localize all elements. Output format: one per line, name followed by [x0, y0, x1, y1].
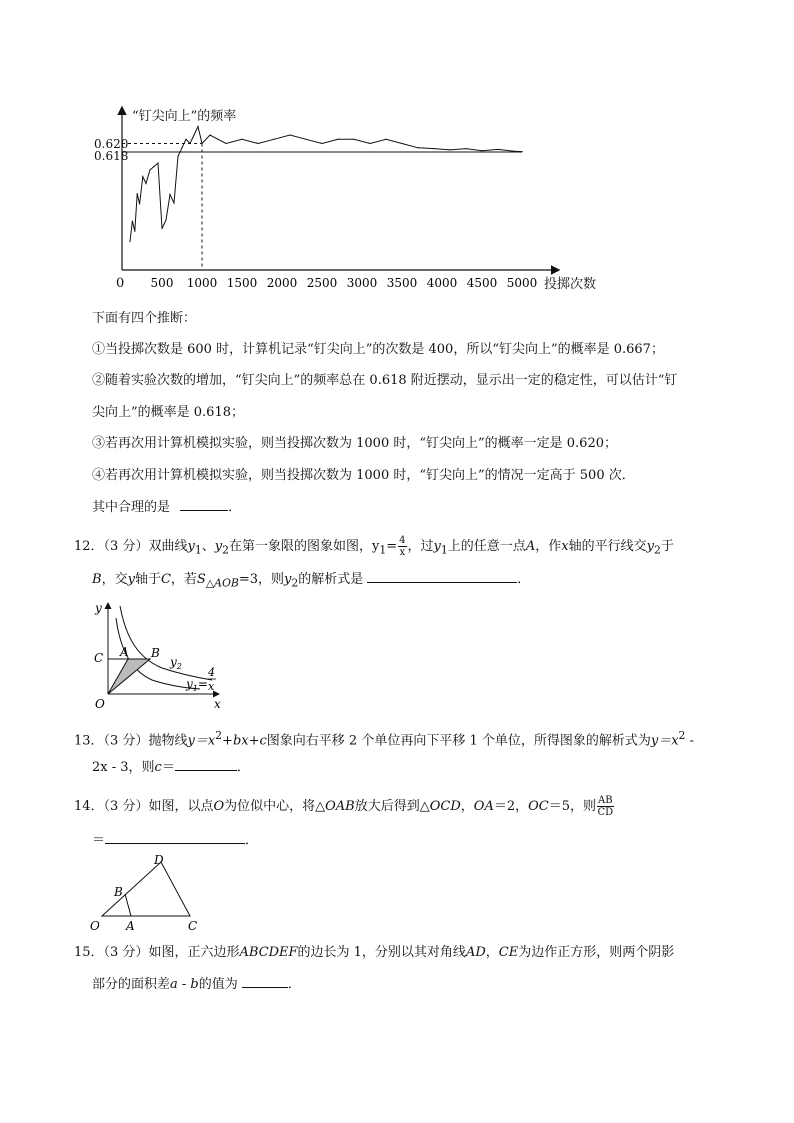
q14-label-D: D — [154, 853, 164, 867]
q12-label-y1 — [185, 677, 208, 693]
q15-score: （3 分） — [103, 945, 149, 960]
q15-var: AD — [465, 945, 486, 960]
q12-var: y — [214, 539, 223, 554]
q15-line2 — [92, 975, 301, 994]
q15-text: 如图，正六边形 — [148, 945, 240, 960]
series-point — [217, 139, 218, 140]
series-point — [177, 156, 178, 157]
q13-line1 — [74, 727, 694, 750]
q14-text: ＝5，则 — [548, 799, 597, 814]
q13-text: 图象向右平移 2 个单位再向下平移 1 个单位，所得图象的解析式为 — [266, 733, 651, 749]
q12-label-y1-sub: 1 — [192, 684, 198, 693]
q14-text: ＝2， — [493, 799, 529, 814]
series-point — [129, 241, 130, 242]
x-tick-label-2000: 2000 — [266, 276, 298, 290]
q13-text: ． — [236, 760, 250, 775]
q12-var: C — [160, 572, 171, 587]
q12-text: 轴于 — [134, 572, 161, 587]
x-tick-label-1000: 1000 — [186, 276, 218, 290]
q12-sub: 1 — [194, 543, 202, 557]
q12-text: 轴的平行线交 — [568, 539, 647, 554]
q12-shaded-triangle — [108, 659, 150, 694]
y-axis-label: “钉尖向上”的频率 — [132, 109, 237, 124]
q13-score: （3 分） — [103, 733, 149, 749]
x-tick-label-4500: 4500 — [466, 276, 498, 290]
q12-frac-num: 4 — [399, 535, 406, 546]
q14-var: OCD — [429, 799, 461, 814]
q14-text: 为位似中心，将△ — [224, 799, 326, 814]
series-point — [185, 139, 186, 140]
series-point — [497, 149, 498, 150]
series-point — [385, 139, 386, 140]
series-point — [521, 151, 522, 152]
series-point — [139, 203, 140, 204]
series-point — [465, 148, 466, 149]
series-point — [305, 139, 306, 140]
series-point — [169, 194, 170, 195]
x-tick-label-2500: 2500 — [306, 276, 338, 290]
q12-var: y — [433, 539, 441, 554]
q14-score: （3 分） — [103, 799, 149, 814]
series-point — [209, 134, 210, 135]
q12-var: S — [196, 572, 206, 587]
q12-label-y1-main: y — [186, 677, 193, 691]
series-point — [273, 139, 274, 140]
q13-text: 2x - 3，则 — [92, 760, 155, 775]
series-point — [173, 202, 174, 203]
x-tick-label-5000: 5000 — [506, 276, 538, 290]
q13-answer-blank[interactable] — [175, 758, 237, 771]
series-point — [353, 139, 354, 140]
q11-answer-prefix: 其中合理的是 — [92, 500, 171, 515]
q12-text: ，过 — [407, 539, 434, 554]
q14-fraction — [597, 795, 614, 818]
x-tick-label-3500: 3500 — [386, 276, 418, 290]
q12-sub: 1 — [440, 543, 448, 557]
q14-var: OA — [473, 799, 494, 814]
x-tick-label-500: 500 — [150, 276, 174, 290]
q13-expr: +bx+c — [222, 733, 267, 749]
q15-text: 的值为 — [198, 977, 238, 992]
y-tick-0620: 0.620 — [94, 137, 129, 151]
x-origin-label: 0 — [116, 276, 125, 291]
series-point — [257, 143, 258, 144]
series-point — [157, 162, 158, 163]
q11-answer — [92, 498, 241, 517]
q15-line1 — [74, 944, 674, 962]
series-point — [161, 228, 162, 229]
series-point — [417, 147, 418, 148]
q12-text: 、 — [201, 539, 215, 554]
q12-text: 双曲线 — [148, 539, 188, 554]
q14-text: ＝ — [92, 833, 106, 848]
series-point — [197, 126, 198, 127]
q11-intro: 下面有四个推断： — [92, 311, 197, 326]
series-point — [201, 143, 202, 144]
q15-answer-blank[interactable] — [242, 975, 288, 988]
q12-text: ，交 — [101, 572, 128, 587]
q12-sub: 2 — [222, 543, 229, 557]
y-tick-0618: 0.618 — [94, 149, 129, 163]
series-point — [142, 176, 143, 177]
q12-label-y2 — [169, 655, 182, 671]
q11-item-3: ③若再次用计算机模拟实验，则当投掷次数为 1000 时，“钉尖向上”的概率一定是 0.620； — [92, 436, 617, 451]
x-tick-label-1500: 1500 — [226, 276, 258, 290]
series-point — [165, 219, 166, 220]
q14-var: OC — [528, 799, 549, 814]
q15-var: a - b — [170, 977, 199, 992]
q13-line2 — [92, 758, 250, 777]
q11-item-1: ①当投掷次数是 600 时，计算机记录“钉尖向上”的次数是 400，所以“钉尖向上”的概率是 0.667； — [92, 342, 664, 357]
q15-text: ． — [287, 977, 301, 992]
q11-answer-blank[interactable] — [180, 498, 228, 511]
q11-item-4: ④若再次用计算机模拟实验，则当投掷次数为 1000 时，“钉尖向上”的情况一定高于 500 次． — [92, 468, 635, 483]
q12-var: y — [646, 539, 654, 554]
q12-frac-den: x — [399, 547, 406, 558]
q15-text: 部分的面积差 — [92, 977, 171, 992]
frequency-chart — [0, 0, 794, 300]
q14-label-A: A — [126, 919, 135, 933]
q14-number: 14． — [74, 799, 104, 814]
series-point — [181, 147, 182, 148]
series-point — [137, 193, 138, 194]
q14-frac-num: AB — [598, 795, 613, 806]
q12-sub: 2 — [653, 543, 661, 557]
q12-sub: △AOB — [205, 576, 239, 590]
q12-var: y — [372, 539, 380, 554]
q14-answer-blank[interactable] — [105, 831, 245, 844]
series-point — [337, 139, 338, 140]
q12-text: ，作 — [535, 539, 562, 554]
q12-label-y: y — [95, 601, 102, 615]
q12-sub: 2 — [291, 576, 299, 590]
q13-sup: 2 — [678, 729, 686, 742]
q11-item-2: ②随着实验次数的增加，“钉尖向上”的频率总在 0.618 附近摆动，显示出一定的稳定性，可以估计“钉 — [92, 373, 678, 388]
q13-var: c — [154, 760, 162, 775]
q11-answer-suffix: ． — [228, 500, 242, 515]
q12-var: x — [561, 539, 569, 554]
q12-var: y — [127, 572, 135, 587]
series-point — [145, 183, 146, 184]
q12-number: 12． — [74, 539, 104, 554]
q14-segment-AB — [125, 894, 131, 916]
q12-text: 于 — [660, 539, 674, 554]
q15-number: 15． — [74, 945, 104, 960]
q12-line1 — [74, 535, 674, 560]
q12-label-x: x — [214, 697, 221, 711]
series-point — [401, 143, 402, 144]
q12-text: ． — [517, 572, 531, 587]
q13-text: ＝ — [161, 760, 175, 775]
q15-text: 的边长为 1，分别以其对角线 — [297, 945, 466, 960]
q14-text: ． — [245, 833, 259, 848]
x-tick-label-3000: 3000 — [346, 276, 378, 290]
series-point — [513, 151, 514, 152]
q15-text: 为边作正方形，则两个阴影 — [518, 945, 675, 960]
q12-label-y1-den: x — [208, 680, 215, 693]
q12-text: = — [386, 539, 398, 554]
series-point — [241, 139, 242, 140]
q12-text: 上的任意一点 — [447, 539, 526, 554]
q12-figure — [90, 598, 240, 713]
q14-figure — [88, 852, 208, 934]
q12-label-O: O — [95, 697, 105, 711]
series-point — [189, 143, 190, 144]
q11-item-2-cont: 尖向上”的概率是 0.618； — [92, 405, 244, 420]
series-point — [132, 220, 133, 221]
q13-sup: 2 — [215, 729, 223, 742]
x-tick-label-4000: 4000 — [426, 276, 458, 290]
q12-text: 的解析式是 — [298, 572, 364, 587]
q14-var: O — [213, 799, 225, 814]
x-axis-label: 投掷次数 — [544, 277, 597, 292]
q12-label-y1-eq: = — [197, 677, 208, 691]
q12-var: A — [525, 539, 536, 554]
q12-label-A: A — [120, 645, 129, 659]
series-point — [225, 143, 226, 144]
series-point — [149, 169, 150, 170]
series-point — [449, 149, 450, 150]
q12-label-C: C — [94, 651, 104, 665]
q14-frac-den: CD — [597, 807, 614, 818]
q12-var: y — [283, 572, 292, 587]
q13-expr: y＝x — [187, 733, 216, 749]
series-point — [193, 134, 194, 135]
q14-line1 — [74, 795, 615, 818]
q13-expr: y＝x — [650, 733, 679, 749]
q15-var: ABCDEF — [239, 945, 298, 960]
q12-label-B: B — [151, 646, 160, 660]
q14-label-O: O — [90, 919, 100, 933]
q12-answer-blank[interactable] — [367, 570, 517, 583]
q12-var: B — [92, 572, 102, 587]
q14-var: OAB — [325, 799, 355, 814]
q14-text: 放大后得到△ — [354, 799, 430, 814]
series-point — [433, 148, 434, 149]
q12-score: （3 分） — [103, 539, 149, 554]
q13-text: - — [685, 733, 694, 749]
q15-text: ， — [485, 945, 499, 960]
q12-var: y — [187, 539, 195, 554]
series-point — [153, 166, 154, 167]
q13-text: 抛物线 — [148, 733, 188, 749]
q14-line2 — [92, 831, 258, 850]
q12-text: =3，则 — [238, 572, 284, 587]
q12-label-y2-main: y — [170, 655, 177, 669]
q12-sub: 1 — [379, 543, 387, 557]
series-point — [134, 231, 135, 232]
series-point — [321, 143, 322, 144]
q12-text: ，若 — [170, 572, 197, 587]
q14-text: ， — [460, 799, 474, 814]
series-point — [481, 150, 482, 151]
q15-var: CE — [498, 945, 519, 960]
q14-label-C: C — [188, 919, 198, 933]
q12-label-y1-num: 4 — [208, 666, 215, 679]
q12-line2 — [92, 570, 530, 593]
q12-fraction — [398, 535, 406, 558]
q12-label-y2-sub: 2 — [176, 662, 182, 671]
q13-number: 13． — [74, 733, 104, 749]
q14-text: 如图，以点 — [148, 799, 214, 814]
series-point — [369, 143, 370, 144]
series-point — [289, 134, 290, 135]
q12-text: 在第一象限的图象如图， — [228, 539, 372, 554]
q14-label-B: B — [114, 885, 123, 899]
